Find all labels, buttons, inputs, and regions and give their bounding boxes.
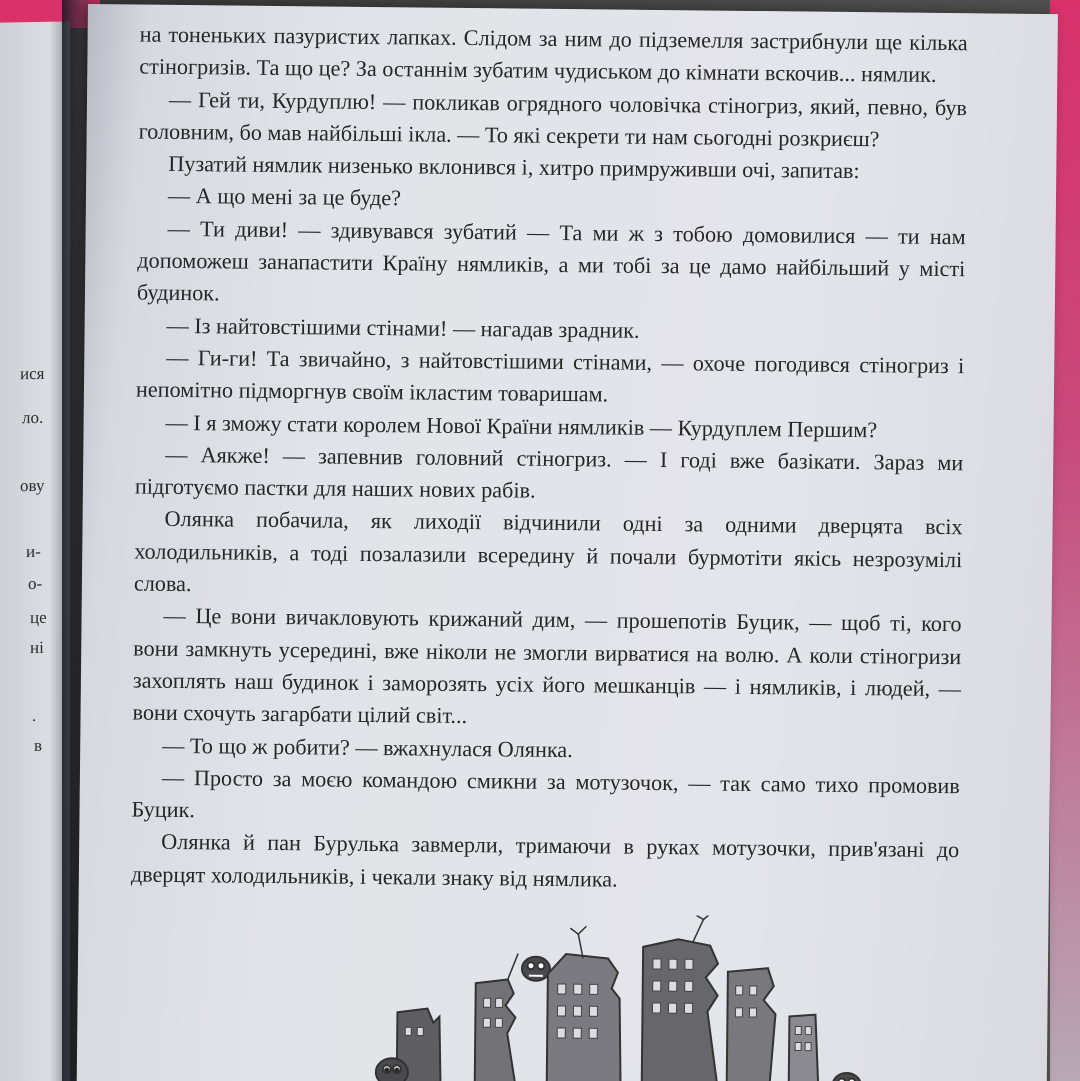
paragraph: — Аякже! — запевнив головний стіногриз. — І годі вже базікати. Зараз ми підготуємо пастки для наших нових рабів. [134,441,964,503]
left-page-fragment: ло. [22,407,44,428]
paragraph: — Гей ти, Курдуплю! — покликав огрядного чоловічка стіногриз, який, певно, був головним, бо мав найбільші ікла. — То які секрети ти нам сьогодні розкриєш? [138,86,968,152]
paragraph: на тоненьких пазуристих лапках. Слідом за ним до підземелля застрибнули ще кілька стіногризів. Та що це? За останнім зубатим чудиськом до кімнати вскочив... нямлик. [139,21,968,88]
paragraph: Олянка й пан Бурулька завмерли, тримаючи в руках мотузочки, прив'язані до дверцят холодильників, і чекали знаку від нямлика. [130,829,960,892]
city-monsters-illustration [307,911,949,1081]
left-page-fragment: о- [28,573,43,594]
paragraph: — Це вони вичакловують крижаний дим, — прошепотів Буцик, — щоб ті, кого вони замкнуть усередині, вже ніколи не змогли вирватися на волю. А коли стіногризи захоплять наш будинок і заморозять усіх його мешканців — і нямликів, і людей, — вони схочуть загарбати цілий світ... [132,603,962,729]
left-page-fragment: це [30,607,47,628]
paragraph: Пузатий нямлик низенько вклонився і, хитро примруживши очі, запитав: [168,151,860,184]
left-page-fragment: ні [30,637,44,658]
paragraph: — Ги-ги! Та звичайно, з найтовстішими стінами, — охоче погодився стіногриз і непомітно підморгнув своїм ікластим товаришам. [135,344,965,407]
paragraph: — А що мені за це буде? [167,183,402,211]
left-page-fragment: . [32,705,37,726]
left-page-fragment: и- [26,541,41,562]
left-page-fragment: ову [20,475,45,496]
page-text [131,19,968,900]
paragraph: — То що ж робити? — вжахнулася Олянка. [162,732,573,762]
left-page-fragment: в [34,735,43,756]
paragraph: Олянка побачила, як лиходії відчинили одні за одними дверцята всіх холодильників, а тоді позалазили всередину й почали бурмотіти якісь незрозумілі слова. [133,506,963,597]
paragraph: — І я зможу стати королем Нової Країни нямликів — Курдуплем Першим? [165,409,878,442]
paragraph: — Ти диви! — здивувався зубатий — Та ми ж з тобою домовилися — ти нам допоможеш занапастити Країну нямликів, а ми тобі за це дамо найбільший у місті будинок. [136,215,966,306]
paragraph: — Просто за моєю командою смикни за мотузочок, — так само тихо промовив Буцик. [131,764,960,823]
paragraph: — Із найтовстішими стінами! — нагадав зрадник. [166,312,640,343]
previous-page-edge [0,21,70,1081]
left-page-fragment: ися [20,363,45,384]
book-page [77,4,1058,1081]
